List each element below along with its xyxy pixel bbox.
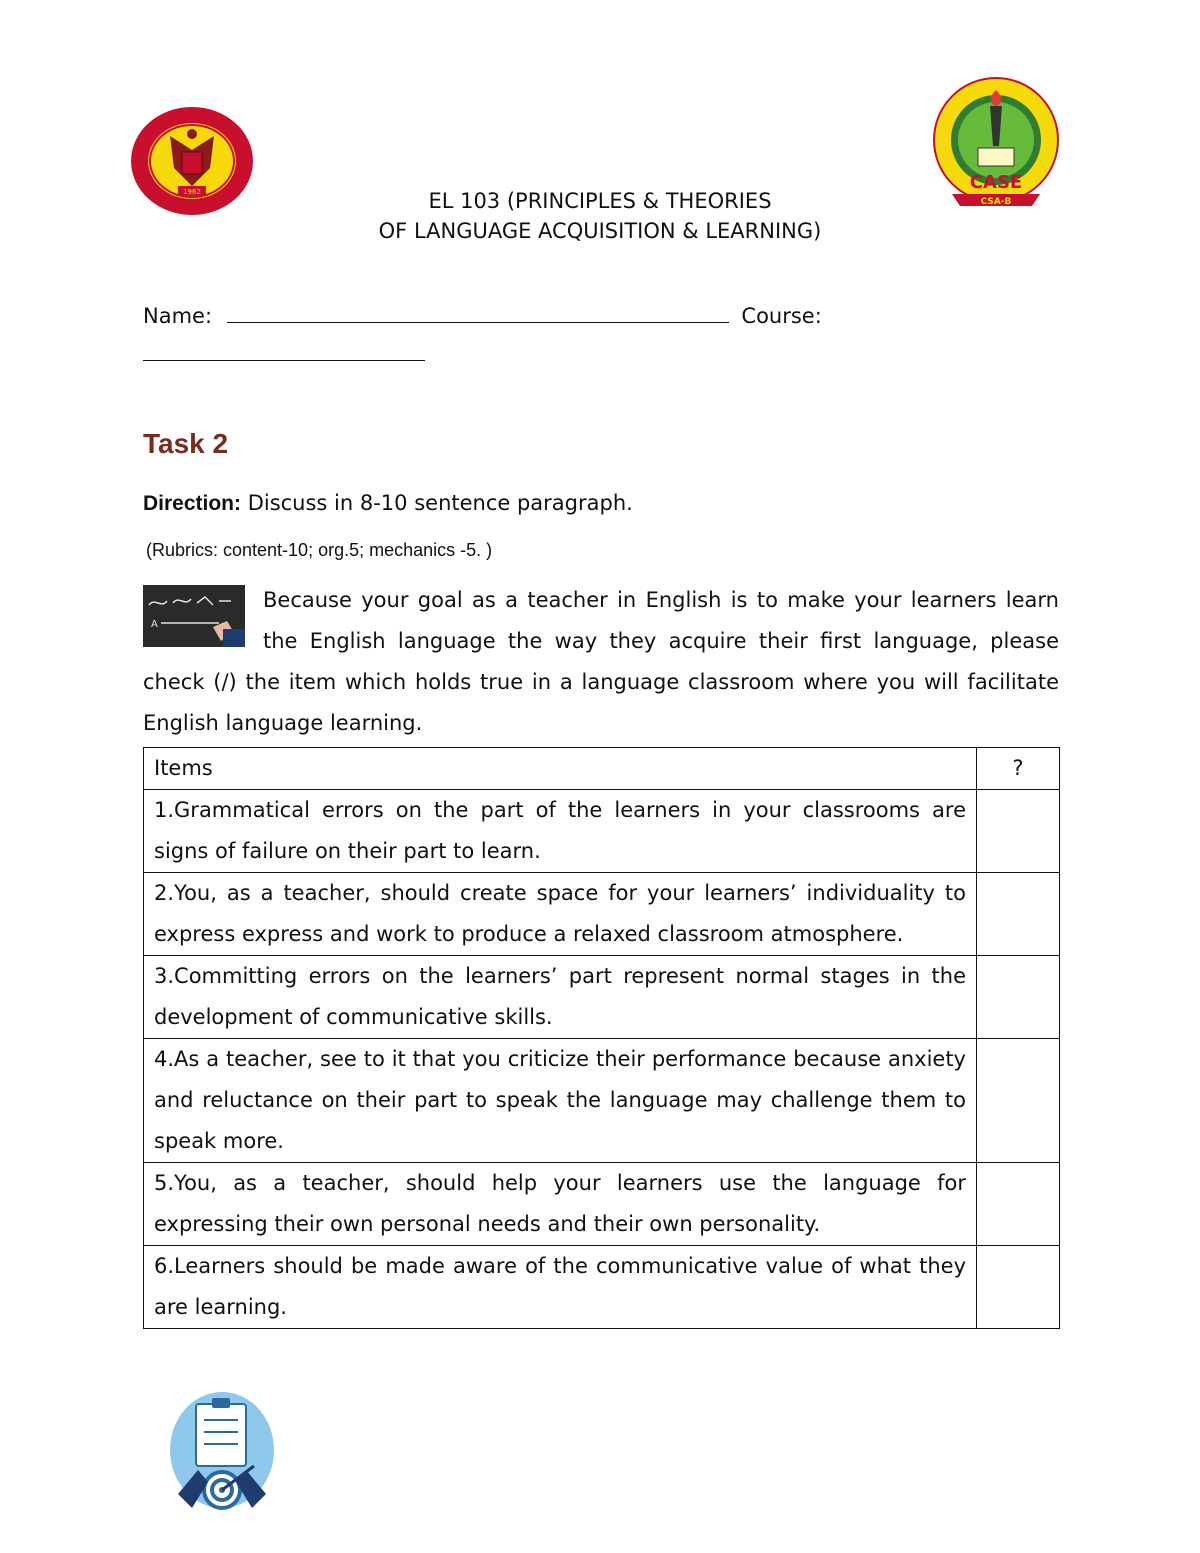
check-cell[interactable] — [977, 1246, 1060, 1329]
table-row — [144, 1246, 1060, 1329]
check-cell[interactable] — [977, 873, 1060, 956]
check-cell[interactable] — [977, 956, 1060, 1039]
check-cell[interactable] — [977, 1163, 1060, 1246]
direction — [143, 491, 633, 516]
item-text: 5.You, as a teacher, should help your learners use the language for expressing their own personal needs and their own personality. — [144, 1163, 977, 1246]
direction-text: Discuss in 8-10 sentence paragraph. — [241, 491, 633, 515]
svg-text:1962: 1962 — [183, 188, 201, 196]
item-text: 2.You, as a teacher, should create space for your learners’ individuality to express express and work to produce a relaxed classroom atmosphere. — [144, 873, 977, 956]
check-cell[interactable] — [977, 790, 1060, 873]
table-row — [144, 873, 1060, 956]
course-title-line-1: EL 103 (PRINCIPLES & THEORIES — [428, 189, 772, 213]
table-row — [144, 1039, 1060, 1163]
table-row — [144, 1163, 1060, 1246]
checklist-target-icon — [168, 1390, 276, 1512]
table-row — [144, 790, 1060, 873]
svg-text:CSA-B: CSA-B — [980, 197, 1012, 207]
direction-label: Direction: — [143, 492, 242, 515]
checklist-table — [143, 747, 1060, 1329]
course-label: Course: — [741, 304, 822, 328]
name-label: Name: — [143, 304, 213, 328]
item-text: 3.Committing errors on the learners’ part represent normal stages in the development of communicative skills. — [144, 956, 977, 1039]
name-course-row — [143, 304, 822, 328]
check-cell[interactable] — [977, 1039, 1060, 1163]
svg-text:CASE: CASE — [969, 172, 1023, 193]
paragraph-text: Because your goal as a teacher in English is to make your learners learn the English language the way they acquire their first language, please check (/) the item which holds true in a language classroom where you will facilitate English language learning. — [143, 588, 1059, 735]
task-heading: Task 2 — [143, 428, 229, 459]
item-text: 6.Learners should be made aware of the communicative value of what they are learning. — [144, 1246, 977, 1329]
item-text: 4.As a teacher, see to it that you criticize their performance because anxiety and reluctance on their part to speak the language may challenge them to speak more. — [144, 1039, 977, 1163]
course-field[interactable] — [143, 360, 425, 361]
check-header: ? — [977, 748, 1060, 790]
items-header: Items — [144, 748, 977, 790]
svg-text:A: A — [151, 619, 158, 630]
course-title-line-2: OF LANGUAGE ACQUISITION & LEARNING) — [378, 219, 822, 243]
item-text: 1.Grammatical errors on the part of the learners in your classrooms are signs of failure on their part to learn. — [144, 790, 977, 873]
instruction-paragraph — [143, 580, 1059, 744]
table-header-row — [144, 748, 1060, 790]
name-field[interactable] — [227, 321, 729, 323]
table-row — [144, 956, 1060, 1039]
rubrics: (Rubrics: content-10; org.5; mechanics -5. ) — [146, 540, 493, 560]
chalkboard-icon — [143, 585, 245, 647]
